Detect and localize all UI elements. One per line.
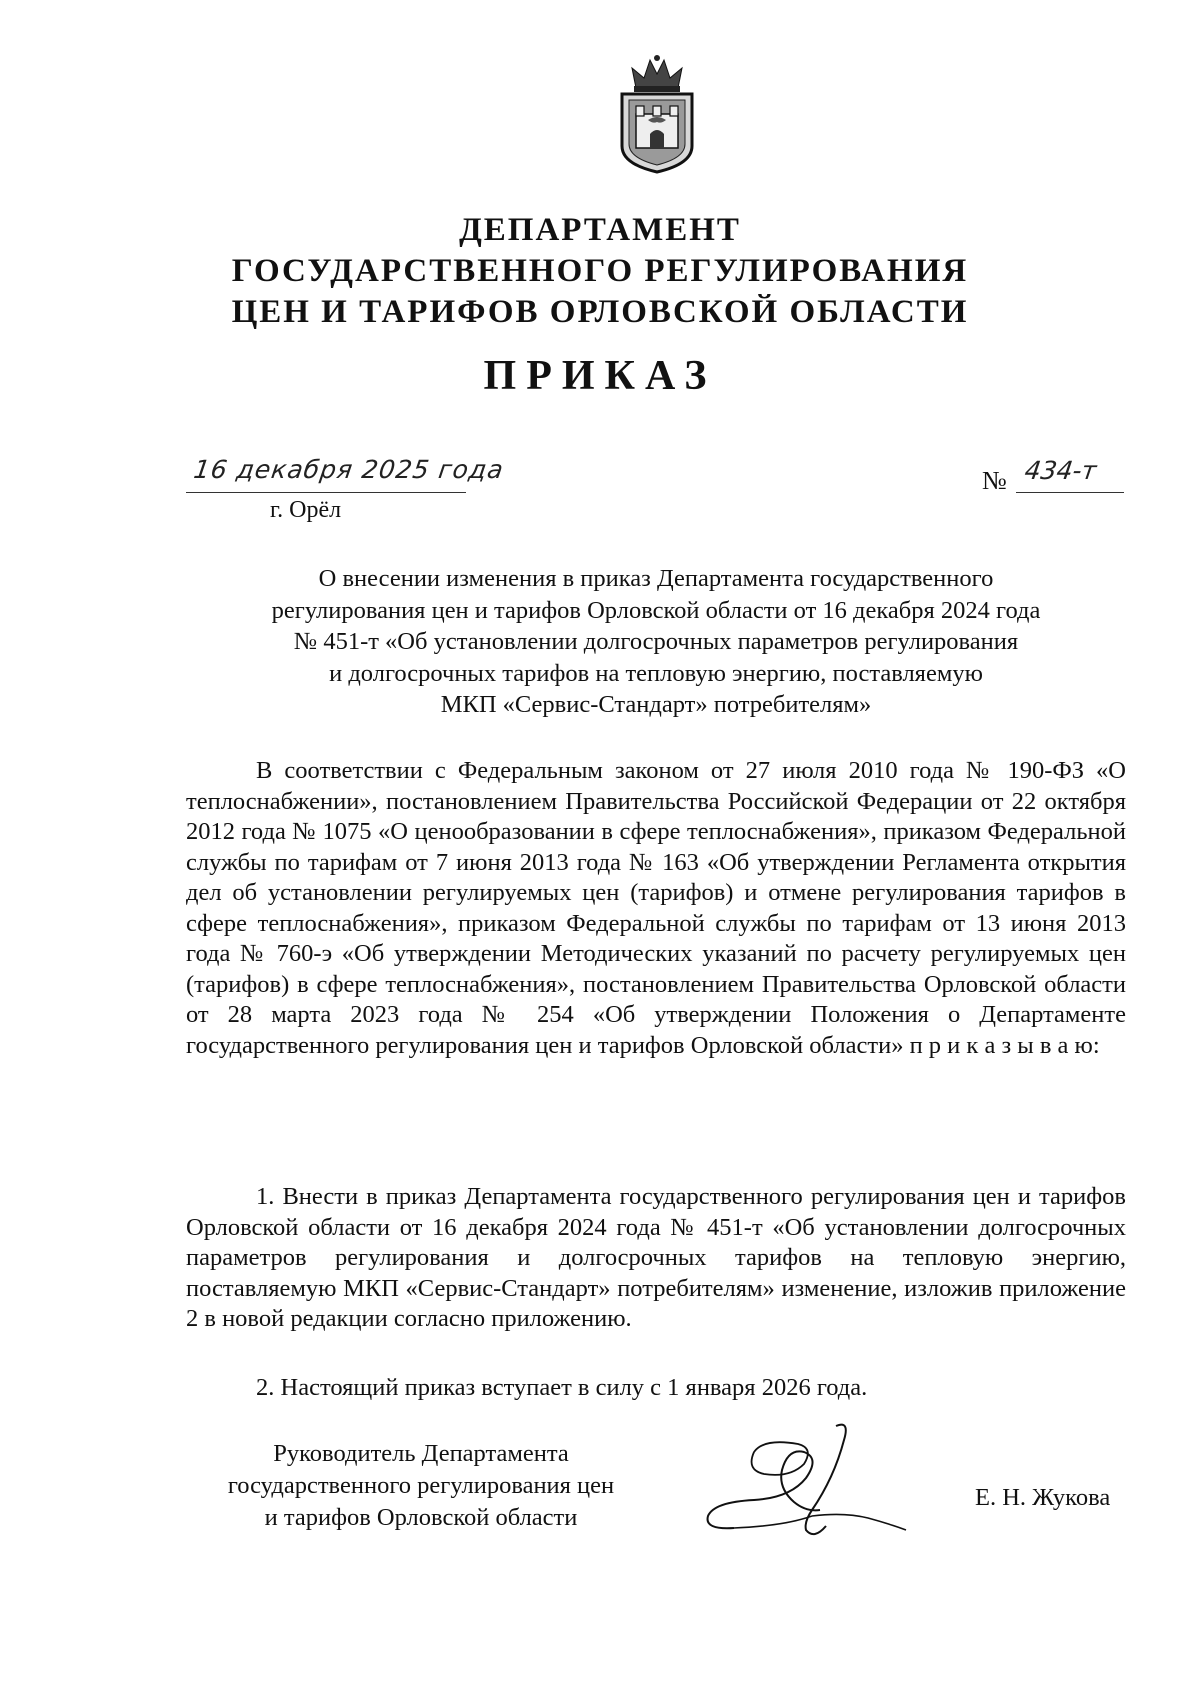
preamble-paragraph: В соответствии с Федеральным законом от 27 июля 2010 года № 190-ФЗ «О теплоснабжении», постановлением Правительства Российской Федерации от 22 октября 2012 года № 1075 «О ценообразовании в сфере теплоснабжения», приказом Федеральной службы по тарифам от 7 июня 2013 года № 163 «Об утверждении Регламента открытия дел об установлении регулируемых цен (тарифов) и отмене регулирования тарифов в сфере теплоснабжения», приказом Федеральной службы по тарифам от 13 июня 2013 года № 760-э «Об утверждении Методических указаний по расчету регулируемых цен (тарифов) в сфере теплоснабжения», постановлением Правительства Орловской области от 28 марта 2023 года № 254 «Об утверждении Положения о Департаменте государственного регулирования цен и тарифов Орловской области» п р и к а з ы в а ю: (186, 757, 1126, 1059)
position-line: государственного регулирования цен (227, 1472, 615, 1499)
coat-of-arms-icon (614, 54, 700, 174)
department-line-2: ГОСУДАРСТВЕННОГО РЕГУЛИРОВАНИЯ (231, 253, 969, 289)
order-item-1: 1. Внести в приказ Департамента государственного регулирования цен и тарифов Орловской области от 16 декабря 2024 года № 451-т «Об установлении долгосрочных параметров регулирования и долгосрочных тарифов на тепловую энергию, поставляемую МКП «Сервис-Стандарт» потребителям» изменение, изложив приложение 2 в новой редакции согласно приложению. (186, 1183, 1126, 1332)
city-name: г. Орёл (270, 497, 342, 523)
handwritten-number: 434-т (1022, 456, 1099, 485)
handwritten-signature (694, 1418, 914, 1548)
subject-line: О внесении изменения в приказ Департамента государственного (318, 565, 994, 592)
department-line-3: ЦЕН И ТАРИФОВ ОРЛОВСКОЙ ОБЛАСТИ (231, 294, 969, 330)
subject-line: МКП «Сервис-Стандарт» потребителям» (440, 691, 872, 718)
document-type-title: ПРИКАЗ (483, 353, 717, 399)
order-subject (186, 563, 1126, 721)
position-line: и тарифов Орловской области (264, 1504, 578, 1531)
subject-line: № 451-т «Об установлении долгосрочных параметров регулирования (293, 628, 1019, 655)
position-line: Руководитель Департамента (273, 1440, 569, 1467)
department-line-1: ДЕПАРТАМЕНТ (459, 212, 741, 248)
department-heading (0, 210, 1200, 333)
subject-line: и долгосрочных тарифов на тепловую энергию, поставляемую (329, 659, 983, 687)
handwritten-date: 16 декабря 2025 года (191, 455, 506, 484)
number-label: № (982, 466, 1007, 495)
order-item-2: 2. Настоящий приказ вступает в силу с 1 января 2026 года. (256, 1374, 868, 1401)
signatory-position (186, 1438, 656, 1534)
signatory-name: Е. Н. Жукова (975, 1484, 1111, 1511)
subject-line: регулирования цен и тарифов Орловской области от 16 декабря 2024 года (271, 596, 1041, 624)
